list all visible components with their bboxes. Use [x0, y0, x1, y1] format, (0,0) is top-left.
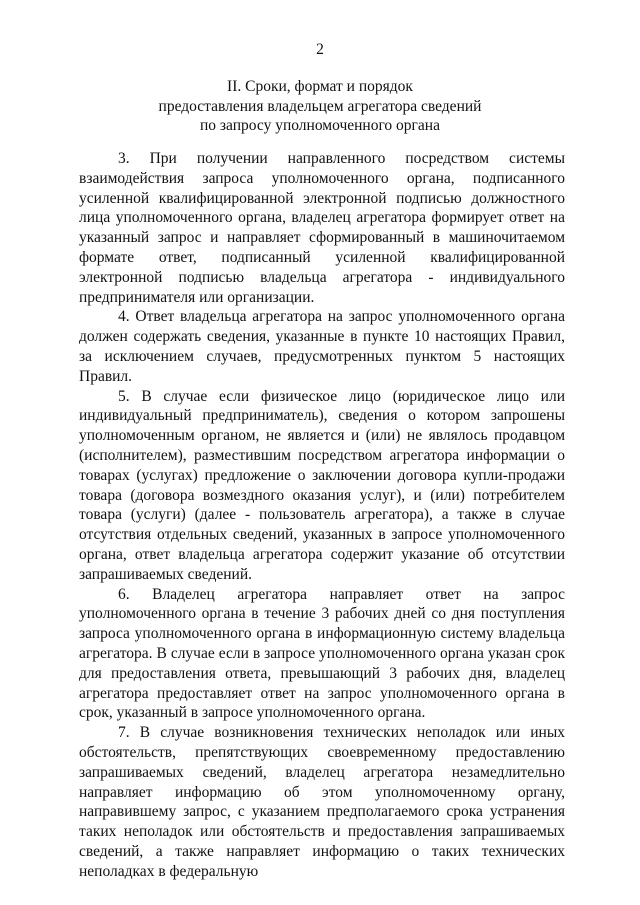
paragraph-5: 5. В случае если физическое лицо (юридическое лицо или индивидуальный предприниматель), сведения о котором запрошены уполномоченным органом, не является и (или) не являлось продавцом (исполнителем), разместившим посредством агрегатора информации о товарах (услугах) предложение о заключении договора купли-продажи товара (договора возмездного оказания услуг), и (или) потребителем товара (услуги) (далее - пользователь агрегатора), а также в случае отсутствия отдельных сведений, указанных в запросе уполномоченного органа, ответ владельца агрегатора содержит указание об отсутствии запрашиваемых сведений. [79, 387, 565, 583]
section-title-line: предоставления владельцем агрегатора сведений [158, 97, 482, 115]
paragraph-3: 3. При получении направленного посредством системы взаимодействия запроса уполномоченного органа, подписанного усиленной квалифицированной электронной подписью должностного лица уполномоченного органа, владелец агрегатора формирует ответ на указанный запрос и направляет сформированный в машиночитаемом формате ответ, подписанный усиленной квалифицированной электронной подписью владельца агрегатора - индивидуального предпринимателя или организации. [79, 150, 565, 306]
section-title-line: по запросу уполномоченного органа [200, 117, 440, 134]
paragraph-7: 7. В случае возникновения технических неполадок или иных обстоятельств, препятствующих своевременному предоставлению запрашиваемых сведений, владелец агрегатора незамедлительно направляет информацию об этом уполномоченному органу, направившему запрос, с указанием предполагаемого срока устранения таких неполадок или обстоятельств и предоставления запрашиваемых сведений, а также направляет информацию о таких технических неполадках в федеральную [79, 724, 565, 880]
section-title [80, 77, 560, 136]
page-number: 2 [316, 41, 324, 58]
paragraph-6: 6. Владелец агрегатора направляет ответ на запрос уполномоченного органа в течение 3 рабочих дней со дня поступления запроса уполномоченного органа в информационную систему владельца агрегатора. В случае если в запросе уполномоченного органа указан срок для предоставления ответа, превышающий 3 рабочих дня, владелец агрегатора предоставляет ответ на запрос уполномоченного органа в срок, указанный в запросе уполномоченного органа. [79, 585, 565, 722]
section-title-line: II. Сроки, формат и порядок [227, 78, 413, 95]
paragraph-4: 4. Ответ владельца агрегатора на запрос уполномоченного органа должен содержать сведения, указанные в пункте 10 настоящих Правил, за исключением случаев, предусмотренных пунктом 5 настоящих Правил. [79, 308, 565, 385]
body-text [79, 149, 565, 881]
